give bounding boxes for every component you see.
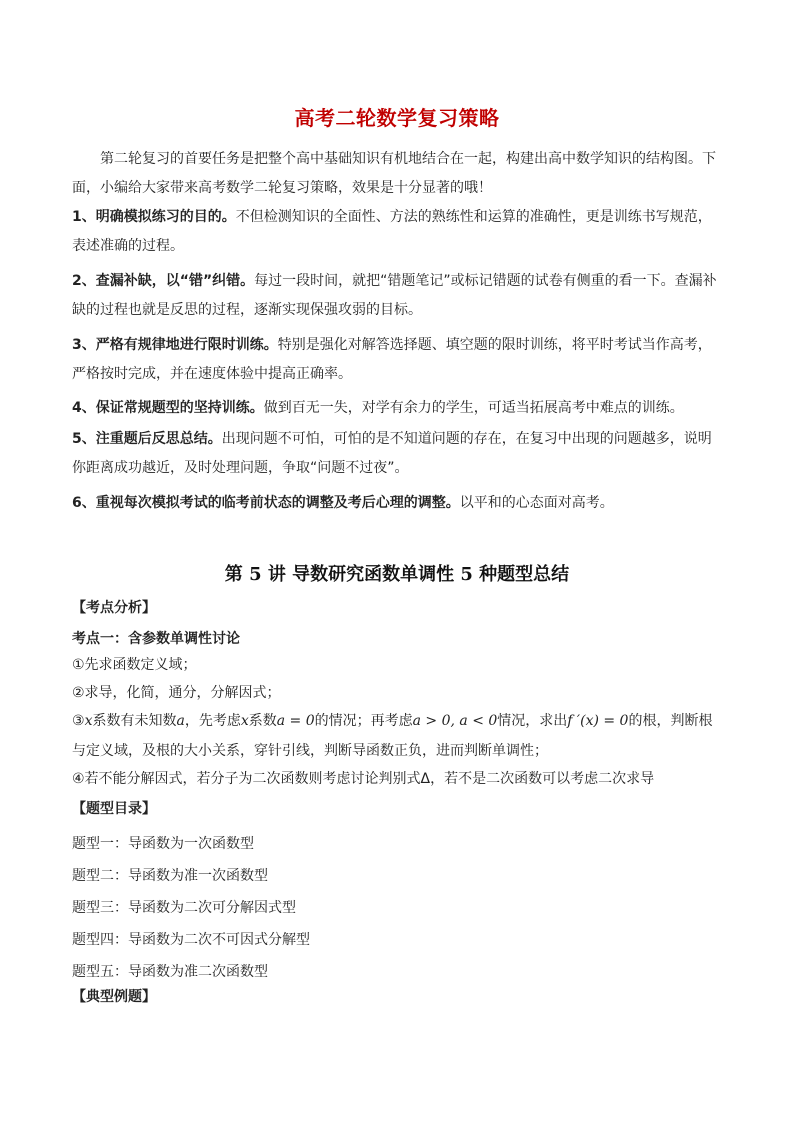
step-3-prefix: ③	[72, 713, 85, 729]
catalog-item-1: 题型一：导函数为一次函数型	[72, 836, 254, 852]
step-3-text-c: 系数	[248, 713, 277, 729]
tip-6-heading: 6、重视每次模拟考试的临考前状态的调整及考后心理的调整。	[72, 495, 460, 511]
tip-2-heading: 2、查漏补缺，以“错”纠错。	[72, 273, 255, 289]
catalog-item-5: 题型五：导函数为准二次函数型	[72, 964, 268, 980]
step-3	[72, 706, 724, 766]
examples-heading: 【典型例题】	[72, 989, 156, 1005]
catalog-item-4: 题型四：导函数为二次不可因式分解型	[72, 932, 310, 948]
step-1: ①先求函数定义域；	[72, 657, 197, 673]
tip-1-body: 不但检测知识的全面性、方法的熟练性和运算的准确性，更是训练书写规范，表述准确的过程。	[72, 209, 712, 254]
step-3-text-d: 的情况；再考虑	[314, 713, 413, 729]
tip-2-body: 每过一段时间，就把“错题笔记”或标记错题的试卷有侧重的看一下。查漏补缺的过程也就是反思的过程，逐渐实现保强攻弱的目标。	[72, 273, 717, 318]
step-3-tail: 的根，判断根与定义域，及根的大小关系，穿针引线，判断导函数正负，进而判断单调性；	[72, 713, 713, 759]
catalog-item-2: 题型二：导函数为准一次函数型	[72, 868, 268, 884]
tip-6	[72, 489, 724, 518]
point1-heading: 考点一：含参数单调性讨论	[72, 631, 240, 647]
tip-3-body: 特别是强化对解答选择题、填空题的限时训练，将平时考试当作高考，严格按时完成，并在速度体验中提高正确率。	[72, 337, 712, 382]
step-3-var-x2: x	[240, 713, 249, 729]
tip-4-heading: 4、保证常规题型的坚持训练。	[72, 400, 264, 416]
step-3-var-x: x	[84, 713, 93, 729]
page-title: 高考二轮数学复习策略	[294, 106, 500, 130]
step-4: ④若不能分解因式，若分子为二次函数则考虑讨论判别式Δ，若不是二次函数可以考虑二次求导	[72, 771, 655, 787]
tip-5-body: 出现问题不可怕，可怕的是不知道问题的存在，在复习中出现的问题越多，说明你距离成功越近，及时处理问题，争取“问题不过夜”。	[72, 431, 712, 476]
lecture-title: 第 5 讲 导数研究函数单调性 5 种题型总结	[224, 564, 570, 585]
tip-2	[72, 267, 724, 325]
tip-4	[72, 394, 724, 423]
intro-paragraph: 第二轮复习的首要任务是把整个高中基础知识有机地结合在一起，构建出高中数学知识的结构图。下面，小编给大家带来高考数学二轮复习策略，效果是十分显著的哦！	[72, 151, 716, 196]
step-3-eq-a0: a = 0	[276, 713, 315, 729]
step-3-var-a: a	[176, 713, 185, 729]
tip-5-heading: 5、注重题后反思总结。	[72, 431, 222, 447]
tip-4-body: 做到百无一失，对学有余力的学生，可适当拓展高考中难点的训练。	[263, 400, 684, 416]
tip-3-heading: 3、严格有规律地进行限时训练。	[72, 337, 278, 353]
step-3-eq-ineq: a > 0, a < 0	[412, 713, 498, 729]
step-3-text-b: ，先考虑	[184, 713, 241, 729]
step-3-text-e: 情况，求出	[497, 713, 568, 729]
step-3-text-a: 系数有未知数	[92, 713, 177, 729]
catalog-item-3: 题型三：导函数为二次可分解因式型	[72, 900, 296, 916]
catalog-heading: 【题型目录】	[72, 801, 156, 817]
analysis-heading: 【考点分析】	[72, 600, 156, 616]
tip-6-body: 以平和的心态面对高考。	[459, 495, 614, 511]
step-3-eq-deriv: f ′(x) = 0	[567, 713, 629, 729]
step-2: ②求导，化简，通分，分解因式；	[72, 685, 281, 701]
tip-3	[72, 331, 724, 389]
tip-1-heading: 1、明确模拟练习的目的。	[72, 209, 236, 225]
tip-5	[72, 425, 724, 483]
tip-1	[72, 203, 724, 261]
